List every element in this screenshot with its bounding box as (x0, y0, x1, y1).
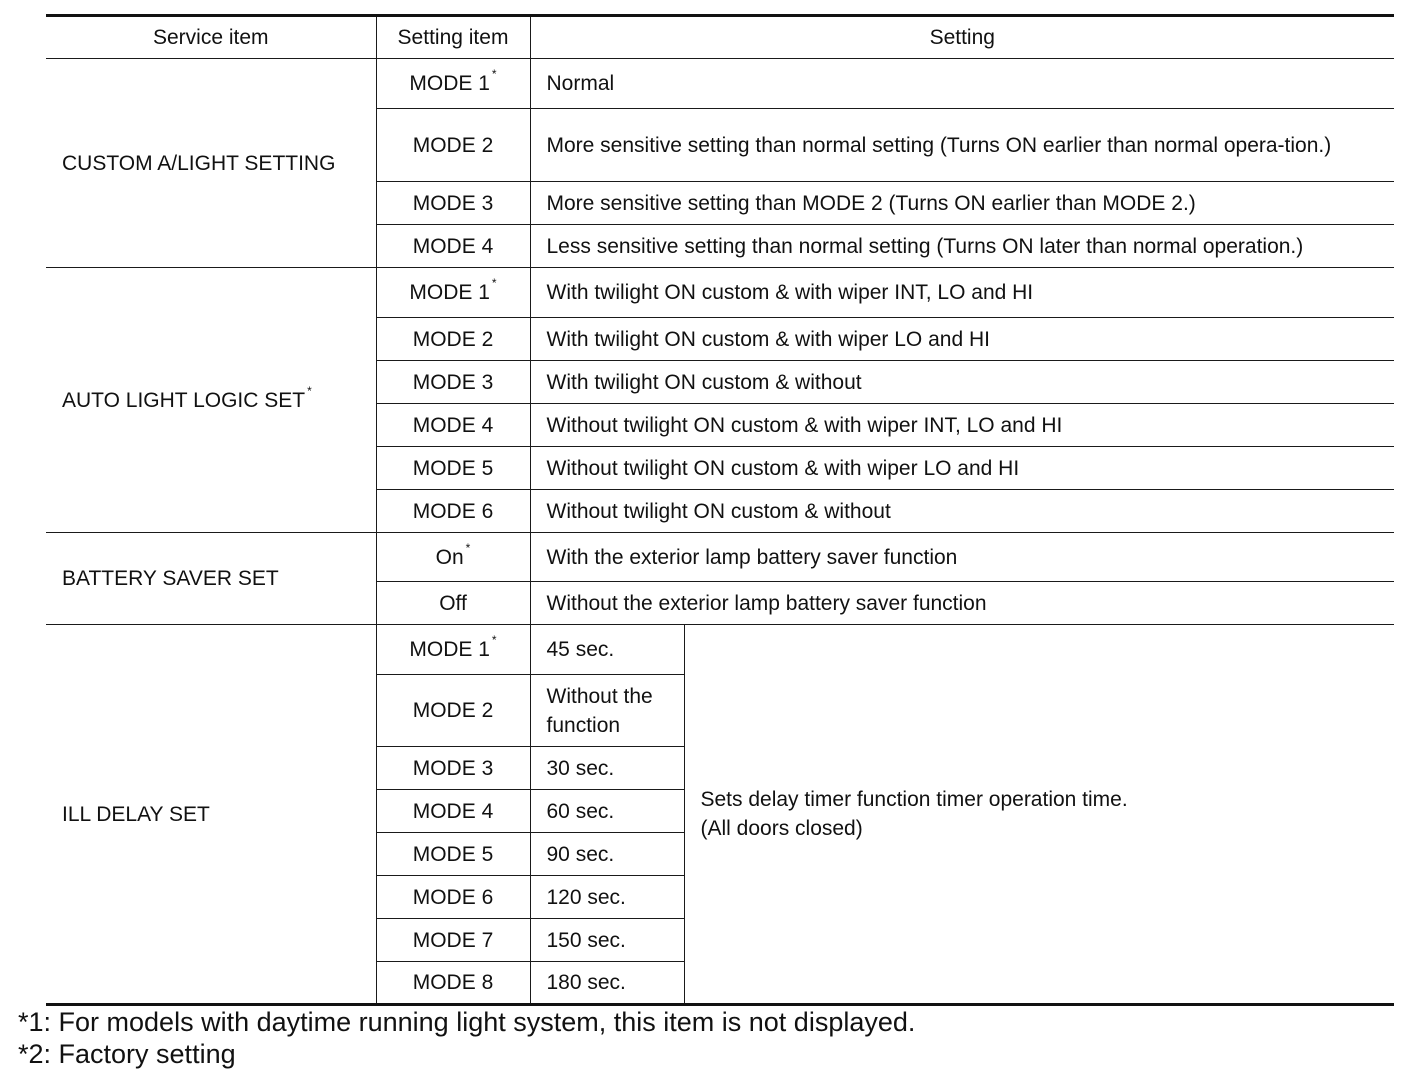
setting-item-cell: MODE 5 (376, 833, 530, 876)
setting-item-cell (376, 533, 530, 582)
table-row (46, 59, 1394, 109)
setting-cell: Less sensitive setting than normal setting (Turns ON later than normal operation.) (546, 234, 1304, 258)
setting-cell: Without twilight ON custom & without (546, 499, 891, 523)
setting-cell: With the exterior lamp battery saver function (546, 545, 958, 569)
delay-value-cell: 180 sec. (530, 962, 684, 1005)
setting-cell: Without twilight ON custom & with wiper LO and HI (546, 456, 1020, 480)
delay-value-cell: 90 sec. (530, 833, 684, 876)
header-service-item: Service item (46, 16, 376, 59)
setting-item-cell: MODE 6 (376, 490, 530, 533)
footnote-mark: * (491, 633, 497, 647)
delay-value-cell: Without the function (530, 675, 684, 747)
setting-cell: More sensitive setting than normal setting (Turns ON earlier than normal opera-tion.) (546, 133, 1332, 157)
footnote-mark: * (491, 276, 497, 290)
setting-item-cell: MODE 4 (376, 225, 530, 268)
delay-value-cell: 120 sec. (530, 876, 684, 919)
table-row (46, 625, 1394, 675)
table-header-row (46, 16, 1394, 59)
setting-cell: With twilight ON custom & with wiper LO and HI (546, 327, 990, 351)
header-setting: Setting (929, 26, 995, 49)
setting-item-cell (376, 59, 530, 109)
setting-cell: Without twilight ON custom & with wiper INT, LO and HI (546, 413, 1063, 437)
service-item-auto-light (46, 268, 376, 533)
setting-item-cell: MODE 3 (376, 182, 530, 225)
mode-label: MODE 1 (409, 72, 490, 95)
setting-item-cell: MODE 2 (376, 675, 530, 747)
setting-item-cell: MODE 5 (376, 447, 530, 490)
service-item-custom-alight: CUSTOM A/LIGHT SETTING (46, 59, 376, 268)
mode-label: MODE 1 (409, 281, 490, 304)
setting-cell: Without the exterior lamp battery saver function (546, 591, 987, 615)
service-settings-table (46, 14, 1394, 1006)
setting-item-cell: MODE 3 (376, 361, 530, 404)
setting-item-cell: MODE 4 (376, 790, 530, 833)
setting-item-cell: MODE 4 (376, 404, 530, 447)
delay-value-cell: 60 sec. (530, 790, 684, 833)
service-label: AUTO LIGHT LOGIC SET (62, 388, 306, 412)
delay-value-cell: 150 sec. (530, 919, 684, 962)
description-line: Sets delay timer function timer operation time. (700, 788, 1128, 811)
footnote-mark: * (465, 540, 471, 555)
footnote-1: *1: For models with daytime running light system, this item is not displayed. (18, 1007, 916, 1037)
setting-cell: More sensitive setting than MODE 2 (Turns ON earlier than MODE 2.) (546, 191, 1196, 215)
mode-label: MODE 1 (409, 638, 490, 661)
setting-item-cell: MODE 8 (376, 962, 530, 1005)
mode-label: On (435, 545, 464, 569)
setting-item-cell: MODE 6 (376, 876, 530, 919)
setting-cell: With twilight ON custom & with wiper INT, LO and HI (546, 281, 1034, 304)
service-item-battery-saver: BATTERY SAVER SET (46, 533, 376, 625)
setting-item-cell: MODE 3 (376, 747, 530, 790)
ill-delay-description (684, 625, 1394, 1005)
service-item-ill-delay: ILL DELAY SET (46, 625, 376, 1005)
setting-item-cell: MODE 2 (376, 318, 530, 361)
footnote-mark: * (491, 67, 497, 81)
setting-item-cell (376, 625, 530, 675)
delay-value-cell: 30 sec. (530, 747, 684, 790)
setting-item-cell: MODE 7 (376, 919, 530, 962)
setting-item-cell: Off (376, 582, 530, 625)
setting-item-cell: MODE 2 (376, 109, 530, 182)
header-setting-item: Setting item (376, 16, 530, 59)
setting-cell: Normal (546, 72, 615, 95)
setting-item-cell (376, 268, 530, 318)
footnote-mark: * (307, 383, 312, 398)
footnote-2: *2: Factory setting (18, 1039, 236, 1069)
footnotes (18, 1006, 915, 1070)
delay-value-cell: 45 sec. (530, 625, 684, 675)
table-row (46, 533, 1394, 582)
description-line: (All doors closed) (700, 817, 863, 840)
setting-cell: With twilight ON custom & without (546, 370, 862, 394)
table-row (46, 268, 1394, 318)
